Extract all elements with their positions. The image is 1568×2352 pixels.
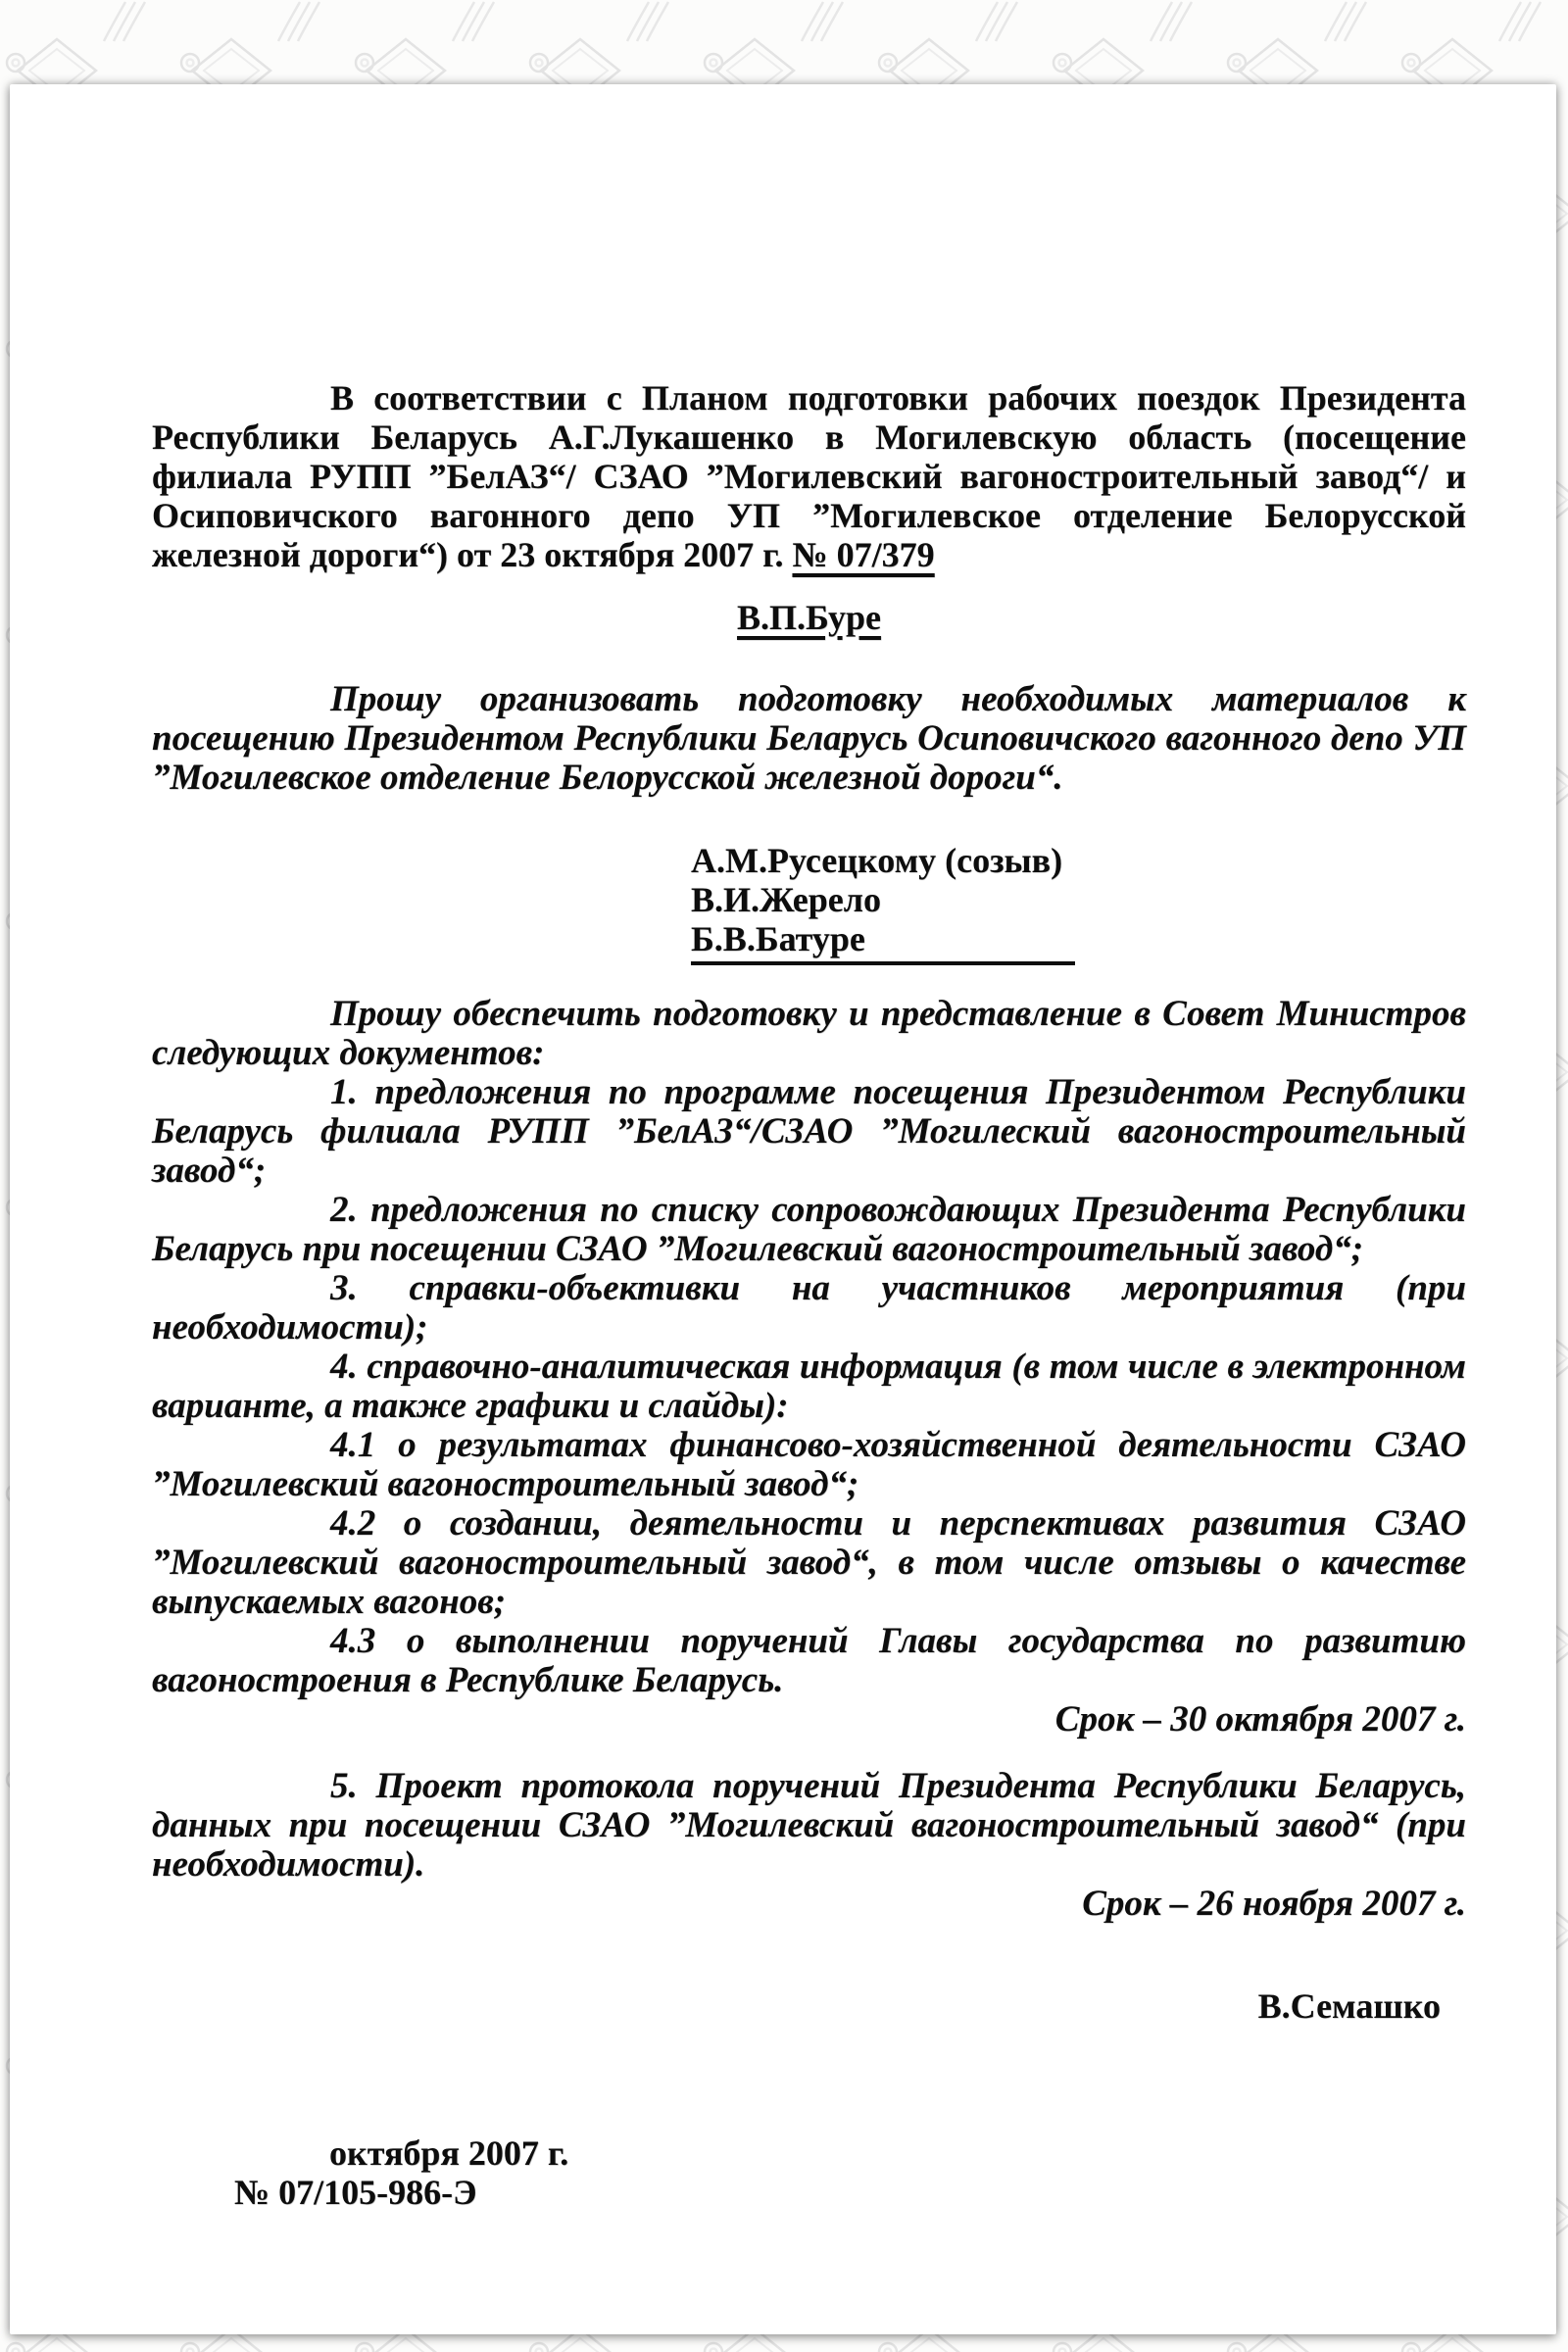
paragraph-plan-reference-text: В соответствии с Планом подготовки рабочих поездок Президента Республики Беларусь А.Г.Лукашенко в Могилевскую область (посещение филиала РУПП ”БелАЗ“/ СЗАО ”Могилевский вагоностроительный завод“/ и Осиповичского вагонного депо УП ”Могилевское отделение Белорусской железной дороги“) от 23 октября 2007 г. xyxy=(152,378,1466,574)
list-item-4-1: 4.1 о результатах финансово-хозяйственной деятельности СЗАО ”Могилевский вагоностроительный завод“; xyxy=(152,1425,1466,1504)
request-materials-paragraph: Прошу организовать подготовку необходимых материалов к посещению Президентом Республики Беларусь Осиповичского вагонного депо УП ”Могилевское отделение Белорусской железной дороги“. xyxy=(152,679,1466,798)
addressee-bature-signature-line: Б.В.Батуре xyxy=(691,919,1075,965)
order-number: № 07/379 xyxy=(792,535,935,574)
list-item-2: 2. предложения по списку сопровождающих Президента Республики Беларусь при посещении СЗАО ”Могилевский вагоностроительный завод“; xyxy=(152,1190,1466,1269)
deadline-november: Срок – 26 ноября 2007 г. xyxy=(1082,1884,1466,1924)
document-body xyxy=(10,84,1556,2334)
paragraph-plan-reference xyxy=(152,378,1466,574)
list-item-4-3: 4.3 о выполнении поручений Главы государства по развитию вагоностроения в Республике Беларусь. xyxy=(152,1621,1466,1700)
list-item-4-2: 4.2 о создании, деятельности и перспективах развития СЗАО ”Могилевский вагоностроительный завод“, в том числе отзывы о качестве выпускаемых вагонов; xyxy=(152,1503,1466,1622)
signature-semashko: В.Семашко xyxy=(1257,1986,1441,2026)
deadline-october: Срок – 30 октября 2007 г. xyxy=(1054,1699,1466,1740)
list-item-1: 1. предложения по программе посещения Президентом Республики Беларусь филиала РУПП ”БелАЗ“/СЗАО ”Могилеский вагоностроительный завод“; xyxy=(152,1072,1466,1191)
list-item-5: 5. Проект протокола поручений Президента Республики Беларусь, данных при посещении СЗАО ”Могилевский вагоностроительный завод“ (при необходимости). xyxy=(152,1766,1466,1885)
list-item-3: 3. справки-объективки на участников мероприятия (при необходимости); xyxy=(152,1268,1466,1348)
document-page xyxy=(10,84,1556,2334)
addressee-zherelo: В.И.Жерело xyxy=(691,880,881,919)
addressee-bure-name: В.П.Буре xyxy=(737,598,881,637)
addressee-rusetsky: А.М.Русецкому (созыв) xyxy=(691,841,1063,880)
request-documents-paragraph: Прошу обеспечить подготовку и представление в Совет Министров следующих документов: xyxy=(152,994,1466,1073)
addressees-list xyxy=(691,841,1466,965)
footer-date-line: октября 2007 г. xyxy=(329,2133,569,2173)
addressee-bure xyxy=(152,598,1466,637)
list-item-4: 4. справочно-аналитическая информация (в том числе в электронном варианте, а также графики и слайды): xyxy=(152,1347,1466,1426)
footer-block xyxy=(234,2133,1466,2212)
footer-registration-number: № 07/105-986-Э xyxy=(234,2173,477,2212)
addressee-bature xyxy=(691,919,1466,965)
